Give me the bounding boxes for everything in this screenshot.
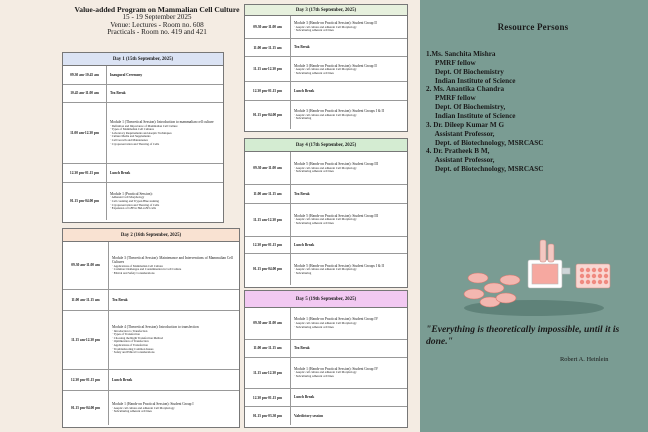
activity-cell (109, 290, 239, 310)
resource-person-line: Dept. Of Biochemistry (426, 67, 504, 76)
activity-title: Module 5 (Hands-on Practical Session): Student Group III (294, 213, 378, 218)
activity-title: Module 1 (Practical Session): (110, 191, 153, 196)
activity-title: Tea Break (110, 91, 126, 96)
activity-title: Tea Break (294, 345, 310, 350)
activity-title: Module 4 (Theoretical Session): Introduction to transfection (112, 325, 199, 330)
activity-detail: · Types of Transfection (112, 332, 140, 337)
time-slot: 09.30 am-11.00 am (63, 242, 109, 289)
activity-cell (291, 407, 407, 425)
program-title: Value-added Program on Mammalian Cell Culture (74, 5, 240, 14)
cell-culture-illustration (444, 230, 624, 318)
program-dates: 15 - 19 September 2025 (122, 12, 192, 21)
activity-cell (291, 57, 407, 81)
time-slot: 12.30 pm-01.15 pm (63, 370, 109, 390)
activity-detail: · Subculturing adherent cell lines (294, 70, 334, 75)
resource-person-line: PMRF fellow (426, 94, 476, 103)
time-slot: 12.30 pm-01.15 pm (245, 82, 291, 100)
activity-cell (107, 85, 223, 103)
activity-detail: · Introduction to Transfection (112, 328, 148, 333)
quote-text: "Everything is theoretically impossible, until it is done." (426, 324, 620, 347)
schedule-row (245, 16, 407, 39)
resource-person-line: 4. Dr. Pratheek B M, (426, 147, 490, 156)
quote-author: Robert A. Heinlein (560, 356, 609, 363)
schedule-row (245, 308, 407, 340)
activity-detail: · Applications of Transfection (112, 342, 148, 347)
activity-detail: · Ethical and Safety Considerations (112, 270, 155, 275)
activity-title: Lunch Break (294, 395, 315, 400)
activity-title: Module 3 (Hands-on Practical Session): Student Group II (294, 63, 377, 68)
activity-cell (107, 103, 223, 163)
activity-title: Module 1 (Hands-on Practical Session): Student Group IV (294, 317, 379, 322)
activity-cell (291, 340, 407, 357)
time-slot: 01.15 pm-04.00 pm (63, 391, 109, 425)
activity-title: Module 1 (Theoretical Session): Introduction to mammalian cell culture (110, 120, 214, 125)
resource-person-line: 1.Ms. Sanchita Mishra (426, 50, 496, 58)
resource-person-line: Indian Institute of Science (426, 76, 516, 85)
schedule-row (245, 39, 407, 58)
activity-cell (109, 391, 239, 425)
schedule-row (245, 185, 407, 204)
time-slot: 11.00 am-11.15 am (245, 340, 291, 357)
resource-persons-title: Resource Persons (497, 22, 569, 32)
activity-title: Tea Break (294, 45, 310, 50)
activity-detail: · Subculturing (294, 270, 312, 275)
schedule-row (63, 391, 239, 425)
time-slot: 11.15 am-12.30 pm (245, 57, 291, 81)
activity-detail: · Aseptic cell culture and adherent Cell Morphology (294, 67, 357, 72)
day2-header: Day 2 (16th September, 2025) (63, 229, 239, 242)
schedule-row (245, 82, 407, 101)
activity-cell (107, 183, 223, 220)
activity-detail: · Safety and Ethical Considerations (112, 350, 155, 355)
resource-person-line: 3. Dr. Dileep Kumar M G (426, 120, 505, 129)
resource-person-line: Assistant Professor, (426, 129, 495, 138)
program-practicals: Practicals - Room no. 419 and 421 (107, 28, 207, 37)
resource-person-line: PMRF fellow (426, 58, 476, 67)
activity-detail: · Aseptic cell culture and adherent Cell Morphology (112, 405, 175, 410)
time-slot: 09.30 am-10.45 am (63, 66, 107, 84)
time-slot: 11.15 am-12.30 pm (245, 204, 291, 236)
activity-title: Inaugural Ceremony (110, 72, 143, 77)
activity-detail: · Subculturing adherent cell lines (294, 169, 334, 174)
activity-detail: · Cryopreservation and Thawing of Cells (110, 202, 160, 207)
activity-cell (291, 389, 407, 406)
activity-detail: · Subculturing adherent cell lines (294, 220, 334, 225)
time-slot: 01.15 pm-04.00 pm (245, 254, 291, 285)
time-slot: 10.45 am-11.00 am (63, 85, 107, 103)
schedule-row (245, 340, 407, 358)
activity-detail: · Laboratory Requirements and Aseptic Techniques (110, 130, 172, 135)
activity-detail: · Common Challenges and Contamination in Cell Culture (112, 267, 182, 272)
resource-person-line: 2. Ms. Anantika Chandra (426, 85, 505, 94)
activity-cell (109, 370, 239, 390)
activity-title: Module 3 (Theoretical Session): Maintenance and Interventions of Mammalian Cell Cultures (112, 255, 233, 265)
activity-detail: · Adherent Cell Morphology (110, 195, 145, 200)
activity-detail: · Subculturing (294, 116, 312, 121)
activity-detail: · Choosing the Right Transfection Method (112, 335, 163, 340)
activity-title: Tea Break (112, 297, 128, 302)
time-slot: 09.30 am-11.00 am (245, 308, 291, 339)
activity-cell (109, 311, 239, 369)
activity-detail: · Applications of Mammalian Cell Culture (112, 263, 163, 268)
activity-title: Lunch Break (294, 242, 315, 247)
activity-detail: · Aseptic cell culture and adherent Cell Morphology (294, 112, 357, 117)
schedule-row (63, 164, 223, 183)
time-slot: 09.30 am-11.00 am (245, 152, 291, 184)
activity-detail: · Subculturing adherent cell lines (294, 28, 334, 33)
activity-detail: · Aseptic cell culture and adherent Cell Morphology (294, 370, 357, 375)
schedule-row (245, 101, 407, 129)
activity-detail: · Subculturing adherent cell lines (294, 374, 334, 379)
activity-cell (291, 39, 407, 57)
activity-title: Valedictory session (294, 413, 324, 418)
activity-title: Module 1 (Hands-on Practical Session): Student Group I (112, 402, 194, 407)
time-slot: 11.00 am-11.15 am (245, 39, 291, 57)
day4-table (244, 138, 408, 288)
time-slot: 09.30 am-11.00 am (245, 16, 291, 38)
activity-detail: · Aseptic cell culture and adherent Cell Morphology (294, 217, 357, 222)
time-slot: 11.00 am-11.15 am (63, 290, 109, 310)
day1-header: Day 1 (15th September, 2025) (63, 53, 223, 66)
activity-cell (291, 152, 407, 184)
schedule-row (63, 311, 239, 370)
resource-person-line: Dept. of Biotechnology, MSRCASC (426, 165, 544, 174)
schedule-row (63, 183, 223, 220)
time-slot: 11.15 am-12.30 pm (245, 358, 291, 389)
activity-title: Module 5 (Hands-on Practical Session): Student Groups I & II (294, 263, 384, 268)
activity-detail: · Subculturing adherent cell lines (294, 324, 334, 329)
activity-detail: · Aseptic cell culture and adherent Cell Morphology (294, 267, 357, 272)
activity-title: Lunch Break (110, 170, 131, 175)
activity-detail: · Optimization of Transfection (112, 339, 149, 344)
resource-person-line: Indian Institute of Science (426, 112, 516, 121)
activity-detail: · Definition and Importance of Mammalian Cell Culture (110, 123, 178, 128)
activity-title: Lunch Break (294, 88, 315, 93)
schedule-row (63, 242, 239, 290)
time-slot: 12.30 pm-01.15 pm (63, 164, 107, 182)
day3-header: Day 3 (17th September, 2025) (245, 5, 407, 16)
time-slot: 11.00 am-11.15 am (245, 185, 291, 203)
activity-cell (291, 254, 407, 285)
resource-person-line: Dept. of Biotechnology, MSRCASC (426, 138, 544, 147)
activity-cell (291, 237, 407, 254)
activity-detail: · Aseptic cell culture and adherent Cell Morphology (294, 24, 357, 29)
activity-title: Module 3 (Hands-on Practical Session): Student Groups I & II (294, 109, 384, 114)
activity-detail: · Expansion of GFP in HeLa/293 cells (110, 206, 156, 211)
activity-cell (291, 82, 407, 100)
schedule-row (63, 290, 239, 311)
activity-detail: · Cryopreservation and Thawing of Cells (110, 141, 160, 146)
program-venue: Venue: Lectures - Room no. 608 (110, 20, 204, 29)
schedule-row (245, 389, 407, 407)
time-slot: 01.15 pm-03.30 pm (245, 407, 291, 425)
schedule-row (245, 152, 407, 185)
schedule-row (63, 370, 239, 391)
schedule-row (245, 407, 407, 425)
activity-cell (291, 185, 407, 203)
schedule-row (245, 358, 407, 390)
activity-cell (109, 242, 239, 289)
activity-cell (291, 101, 407, 129)
activity-cell (107, 164, 223, 182)
activity-detail: · Types of Mammalian Cell Cultures (110, 127, 154, 132)
day2-table (62, 228, 240, 428)
activity-title: Tea Break (294, 191, 310, 196)
resource-person-line: Assistant Professor, (426, 156, 495, 165)
activity-detail: · Aseptic cell culture and adherent Cell Morphology (294, 165, 357, 170)
day4-header: Day 4 (17th September, 2025) (245, 139, 407, 152)
schedule-row (245, 254, 407, 285)
program-header (62, 6, 252, 37)
activity-detail: · Cell counting and Trypan Blue staining (110, 198, 159, 203)
schedule-row (245, 204, 407, 237)
activity-cell (291, 204, 407, 236)
time-slot: 11.15 am-12.30 pm (63, 311, 109, 369)
day1-table (62, 52, 224, 223)
activity-title: Module 3 (Hands-on Practical Session): Student Group II (294, 21, 377, 26)
activity-cell (291, 308, 407, 339)
activity-title: Module 1 (Hands-on Practical Session): Student Group IV (294, 366, 379, 371)
resource-persons-list (426, 50, 646, 174)
activity-cell (291, 16, 407, 38)
time-slot: 12.30 pm-01.15 pm (245, 389, 291, 406)
schedule-row (245, 237, 407, 255)
time-slot: 11.00 am-12.30 pm (63, 103, 107, 163)
schedule-row (63, 66, 223, 85)
schedule-row (245, 57, 407, 82)
activity-detail: · Culture Media and Supplements (110, 134, 151, 139)
activity-detail: · Cell Growth and Maintenance (110, 137, 148, 142)
day5-table (244, 290, 408, 428)
resource-person-line: Dept. Of Biochemistry, (426, 103, 506, 112)
activity-detail: · Subculturing adherent cell lines (112, 409, 152, 414)
time-slot: 01.15 pm-04.00 pm (63, 183, 107, 220)
activity-title: Module 5 (Hands-on Practical Session): Student Group III (294, 162, 378, 167)
time-slot: 12.30 pm-01.15 pm (245, 237, 291, 254)
day3-table (244, 4, 408, 132)
activity-cell (291, 358, 407, 389)
activity-detail: · Troubleshooting Common Issues (112, 346, 154, 351)
activity-detail: · Aseptic cell culture and adherent Cell Morphology (294, 320, 357, 325)
schedule-row (63, 85, 223, 104)
day5-header: Day 5 (19th September, 2025) (245, 291, 407, 308)
activity-cell (107, 66, 223, 84)
activity-title: Lunch Break (112, 377, 133, 382)
time-slot: 01.15 pm-04.00 pm (245, 101, 291, 129)
schedule-row (63, 103, 223, 164)
